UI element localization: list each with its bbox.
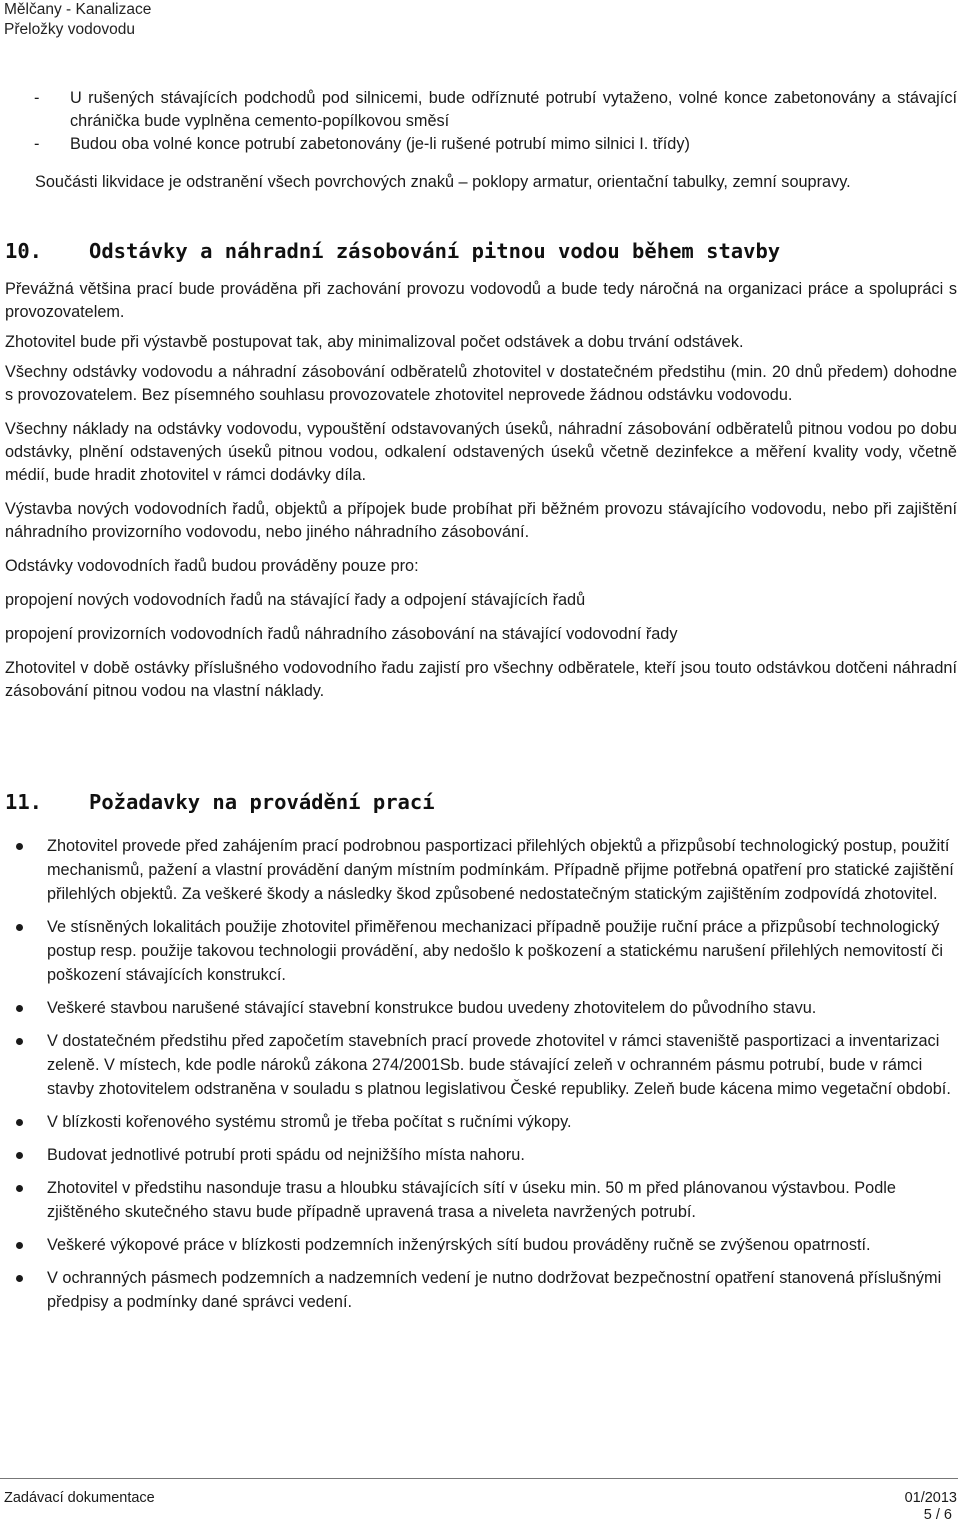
bullet-icon	[16, 1185, 23, 1192]
header-subproject: Přeložky vodovodu	[4, 21, 135, 38]
list-item: Zhotovitel v předstihu nasonduje trasu a hloubku stávajících sítí v úseku min. 50 m před plánovanou výstavbou. Podle zjištěného skutečného stavu bude případně upravená trasa a niveleta navržených potrubí.	[5, 1176, 957, 1224]
intro-paragraph: Součásti likvidace je odstranění všech povrchových znaků – poklopy armatur, orientační tabulky, zemní soupravy.	[35, 173, 851, 191]
list-item: Budovat jednotlivé potrubí proti spádu od nejnižšího místa nahoru.	[5, 1143, 957, 1167]
requirements-list	[5, 834, 957, 1314]
dash-item: - U rušených stávajících podchodů pod silnicemi, bude odříznuté potrubí vytaženo, volné konce zabetonovány a stávající chránička bude vyplněna cemento-popílkovou směsí	[34, 89, 957, 130]
list-item: V blízkosti kořenového systému stromů je třeba počítat s ručními výkopy.	[5, 1110, 957, 1134]
document-body	[5, 87, 957, 1323]
page-header	[4, 0, 151, 40]
list-item: Ve stísněných lokalitách použije zhotovitel přiměřenou mechanizaci případně použije ruční práce a přizpůsobí technologický postup resp. použije takovou technologii provádění, aby nedošlo k poškození a statickému narušení přilehlých nemovitostí či poškození stávajících konstrukcí.	[5, 915, 957, 987]
bullet-icon	[16, 1038, 23, 1045]
bullet-icon	[16, 1275, 23, 1282]
paragraph: Všechny náklady na odstávky vodovodu, vypouštění odstavovaných úseků, náhradní zásobování odběratelů pitnou vodou po dobu odstávky, plnění odstavených úseků pitnou vodou, odkalení odstavených úseků včetně dezinfekce a měření kvality vody, včetně médií, bude hradit zhotovitel v rámci dodávky díla.	[5, 420, 957, 484]
bullet-icon	[16, 1005, 23, 1012]
section-10-heading	[5, 238, 957, 264]
paragraph: Zhotovitel v době ostávky příslušného vodovodního řadu zajistí pro všechny odběratele, kteří jsou touto odstávkou dotčeni náhradní zásobování pitnou vodou na vlastní náklady.	[5, 659, 957, 700]
footer-divider	[0, 1478, 958, 1479]
paragraph: Převážná většina prací bude prováděna při zachování provozu vodovodů a bude tedy náročná na organizaci práce a spolupráci s provozovatelem.	[5, 280, 957, 321]
bullet-icon	[16, 843, 23, 850]
list-item: Veškeré stavbou narušené stávající stavební konstrukce budou uvedeny zhotovitelem do původního stavu.	[5, 996, 957, 1020]
dash-marker: -	[34, 135, 40, 153]
bullet-icon	[16, 1119, 23, 1126]
section-number: 10.	[5, 239, 43, 263]
list-item: Veškeré výkopové práce v blízkosti podzemních inženýrských sítí budou prováděny ručně se zvýšenou opatrností.	[5, 1233, 957, 1257]
paragraph: Všechny odstávky vodovodu a náhradní zásobování odběratelů zhotovitel v dostatečném předstihu (min. 20 dnů předem) dohodne s provozovatelem. Bez písemného souhlasu provozovatele zhotovitel neprovede žádnou odstávku vodovodu.	[5, 363, 957, 404]
list-item: Zhotovitel provede před zahájením prací podrobnou pasportizaci přilehlých objektů a přizpůsobí technologický postup, použití mechanismů, pažení a vlastní provádění daným místním podmínkám. Případně přijme potřebná opatření pro statické zajištění přilehlých objektů. Za veškeré škody a následky škod způsobené nedostatečným statickým zajištěním zodpovídá zhotovitel.	[5, 834, 957, 906]
section-title: Odstávky a náhradní zásobování pitnou vodou během stavby	[89, 239, 781, 263]
dash-marker: -	[34, 89, 40, 107]
list-item: V dostatečném předstihu před započetím stavebních prací provede zhotovitel v rámci staveniště pasportizaci a inventarizaci zeleně. V místech, kde podle nároků zákona 274/2001Sb. bude stávající zeleň v ochranném pásmu potrubí, bude v rámci stavby zhotovitelem odstraněna v souladu s platnou legislativou České republiky. Zeleň bude kácena mimo vegetační období.	[5, 1029, 957, 1101]
paragraph: Výstavba nových vodovodních řadů, objektů a přípojek bude probíhat při běžném provozu stávajícího vodovodu, nebo při zajištění náhradního provizorního vodovodu, nebo jiného náhradního zásobování.	[5, 500, 957, 541]
paragraph: Zhotovitel bude při výstavbě postupovat tak, aby minimalizoval počet odstávek a dobu trvání odstávek.	[5, 333, 744, 351]
bullet-icon	[16, 1152, 23, 1159]
page-number: 5 / 6	[923, 1507, 952, 1523]
section-title: Požadavky na provádění prací	[89, 790, 435, 814]
paragraph: propojení provizorních vodovodních řadů náhradního zásobování na stávající vodovodní řady	[5, 625, 678, 643]
paragraph: propojení nových vodovodních řadů na stávající řady a odpojení stávajících řadů	[5, 591, 586, 609]
header-project: Mělčany - Kanalizace	[4, 1, 152, 18]
bullet-icon	[16, 1242, 23, 1249]
bullet-icon	[16, 924, 23, 931]
dash-list	[5, 87, 957, 156]
section-11-heading	[5, 789, 957, 815]
section-number: 11.	[5, 790, 43, 814]
list-item: V ochranných pásmech podzemních a nadzemních vedení je nutno dodržovat bezpečnostní opatření stanovená příslušnými předpisy a podmínky dané správci vedení.	[5, 1266, 957, 1314]
dash-item: - Budou oba volné konce potrubí zabetonovány (je-li rušené potrubí mimo silnici I. třídy)	[5, 133, 957, 156]
footer-document-type: Zadávací dokumentace	[4, 1490, 155, 1506]
paragraph: Odstávky vodovodních řadů budou prováděny pouze pro:	[5, 557, 419, 575]
footer-date: 01/2013	[904, 1490, 957, 1506]
